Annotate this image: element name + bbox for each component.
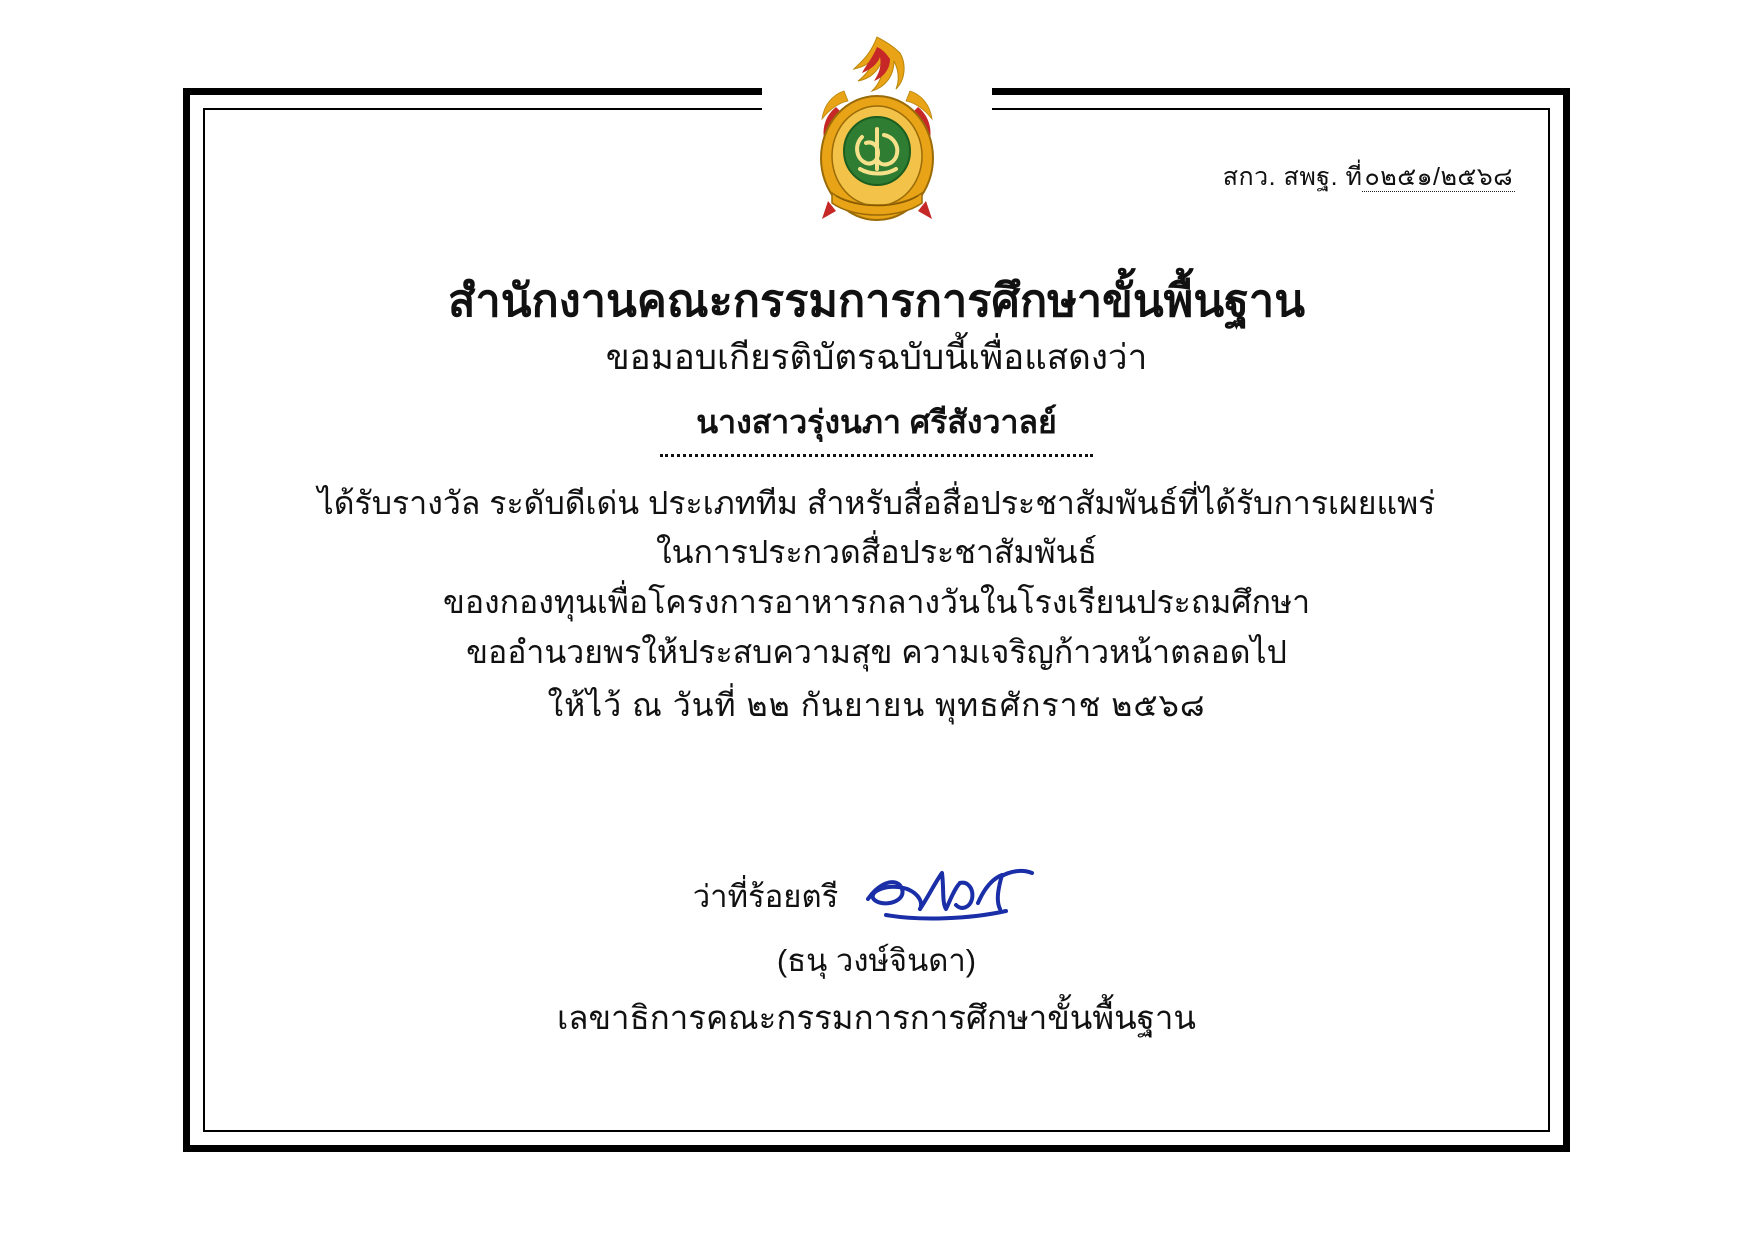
signature-row	[190, 855, 1563, 933]
award-line-3: ของกองทุนเพื่อโครงการอาหารกลางวันในโรงเรียนประถมศึกษา	[442, 583, 1311, 620]
document-number-value: ๐๒๕๑/๒๕๖๘	[1364, 163, 1513, 191]
recipient-name: นางสาวรุ่งนภา ศรีสังวาลย์	[660, 397, 1093, 457]
award-line-2: ในการประกวดสื่อประชาสัมพันธ์	[655, 534, 1098, 571]
recipient-wrapper	[190, 397, 1563, 457]
signer-title: เลขาธิการคณะกรรมการการศึกษาขั้นพื้นฐาน	[557, 999, 1196, 1036]
organization-name: สำนักงานคณะกรรมการการศึกษาขั้นพื้นฐาน	[448, 275, 1305, 326]
document-number	[1223, 157, 1515, 197]
certificate-subtitle: ขอมอบเกียรติบัตรฉบับนี้เพื่อแสดงว่า	[605, 338, 1148, 378]
obec-garuda-emblem-icon	[792, 33, 962, 248]
signature-block	[190, 855, 1563, 1044]
document-number-prefix: สกว. สพฐ. ที่	[1222, 163, 1363, 191]
signer-name: (ธนุ วงษ์จินดา)	[776, 943, 977, 978]
award-line-1: ได้รับรางวัล ระดับดีเด่น ประเภททีม สำหรับสื่อสื่อประชาสัมพันธ์ที่ได้รับการเผยแพร่	[317, 484, 1436, 521]
certificate-frame-outer	[183, 88, 1570, 1152]
issue-date-line: ให้ไว้ ณ วันที่ ๒๒ กันยายน พุทธศักราช ๒๕๖๘	[547, 687, 1206, 724]
signer-rank: ว่าที่ร้อยตรี	[692, 879, 839, 914]
certificate-body	[190, 273, 1563, 731]
award-line-4: ขออำนวยพรให้ประสบความสุข ความเจริญก้าวหน้าตลอดไป	[466, 633, 1287, 670]
handwritten-signature-icon	[850, 855, 1060, 933]
